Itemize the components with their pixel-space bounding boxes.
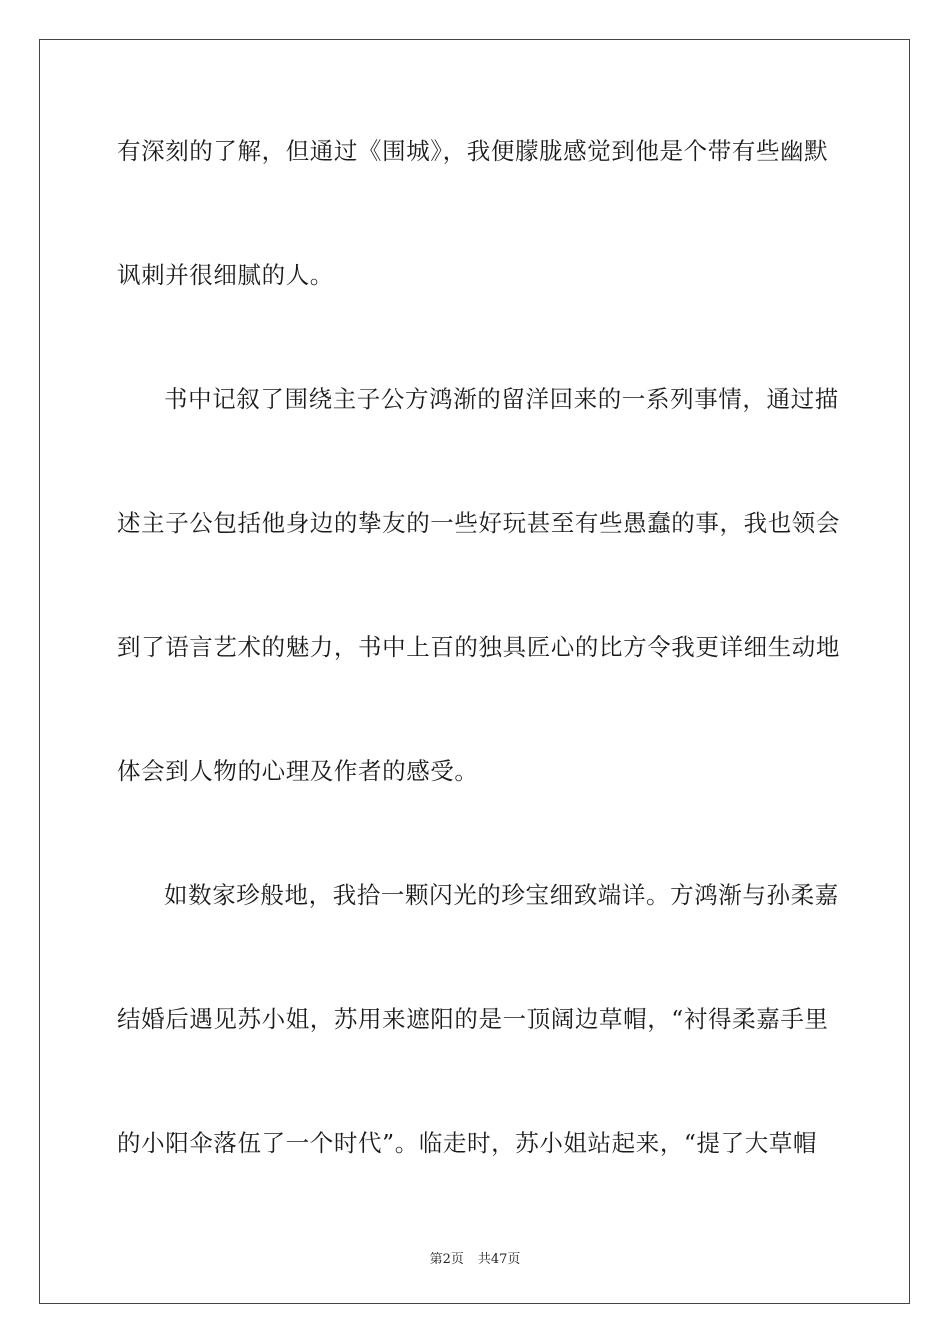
text-line: 的小阳伞落伍了一个时代”。临走时，苏小姐站起来，“提了大草帽 [117,1129,818,1157]
page-footer [0,1248,950,1267]
paragraph-start-line: 书中记叙了围绕主子公方鸿渐的留洋回来的一系列事情，通过描 [164,385,839,413]
text-line: 体会到人物的心理及作者的感受。 [117,757,479,785]
text-line: 结婚后遇见苏小姐，苏用来遮阳的是一顶阔边草帽，“衬得柔嘉手里 [117,1005,829,1033]
page-number: 第2页 [429,1252,464,1267]
text-line: 讽刺并很细腻的人。 [117,261,334,289]
text-line: 到了语言艺术的魅力，书中上百的独具匠心的比方令我更详细生动地 [117,633,840,661]
text-line: 述主子公包括他身边的挚友的一些好玩甚至有些愚蠢的事，我也领会 [117,509,840,537]
page-border [39,39,910,1304]
paragraph-start-line: 如数家珍般地，我拾一颗闪光的珍宝细致端详。方鸿渐与孙柔嘉 [164,881,839,909]
text-line: 有深刻的了解，但通过《围城》，我便朦胧感觉到他是个带有些幽默 [117,137,829,165]
total-pages: 共47页 [477,1252,521,1267]
